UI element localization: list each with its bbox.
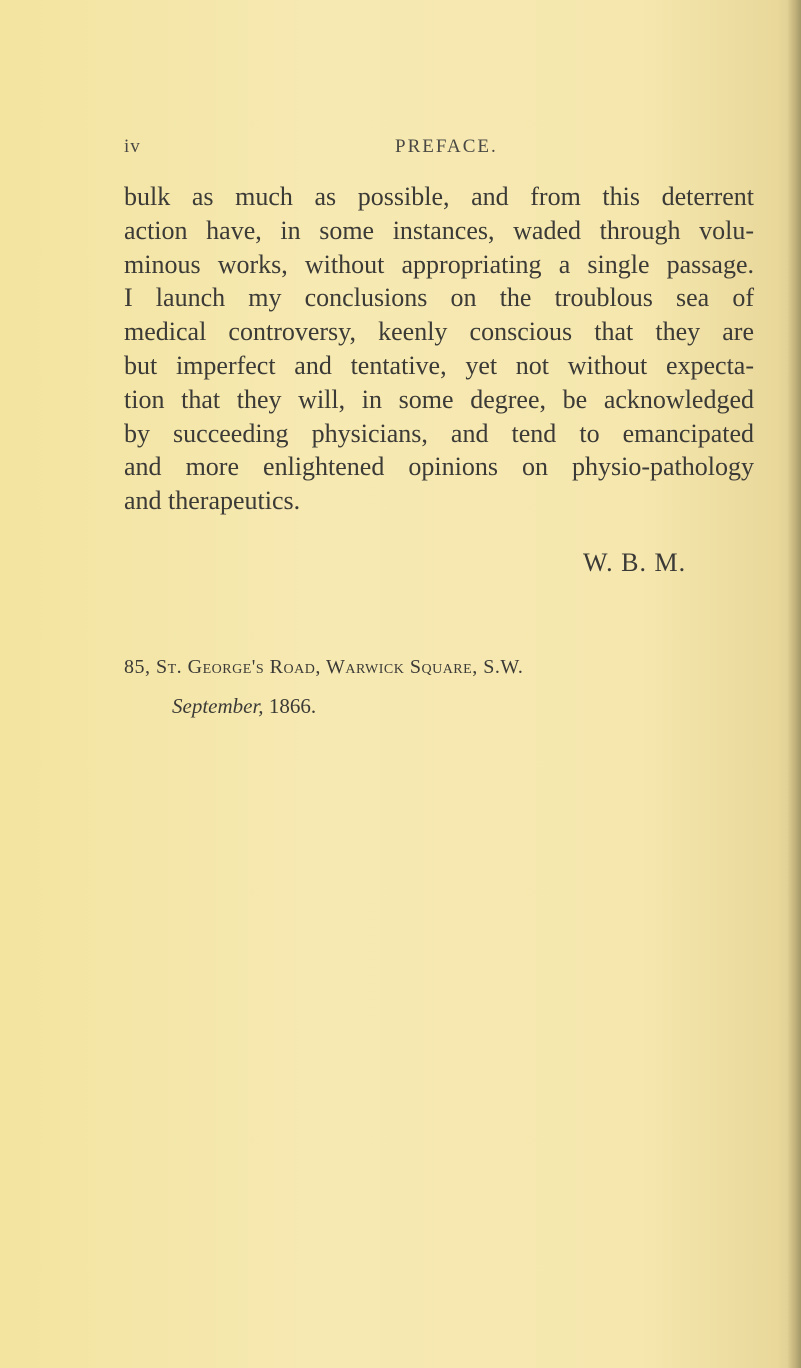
running-head: PREFACE.	[395, 136, 498, 157]
date-year: 1866.	[268, 694, 317, 718]
text-line: action have, in some instances, waded through volu-	[124, 215, 754, 245]
author-initials: W. B. M.	[583, 548, 687, 577]
text-line: I launch my conclusions on the troublous sea of	[124, 283, 754, 313]
text-line: minous works, without appropriating a single passage.	[124, 249, 754, 279]
text-line: but imperfect and tentative, yet not without expecta-	[124, 350, 754, 380]
text-line: medical controversy, keenly conscious that they are	[124, 317, 754, 347]
page-number: iv	[124, 136, 141, 157]
preface-paragraph	[124, 180, 754, 518]
text-line: and more enlightened opinions on physio-pathology	[124, 452, 754, 482]
date-month: September,	[172, 694, 264, 718]
text-line: tion that they will, in some degree, be acknowledged	[124, 384, 754, 414]
text-line: bulk as much as possible, and from this deterrent	[124, 182, 754, 211]
page-edge-shadow	[787, 0, 801, 1368]
author-address: 85, St. George's Road, Warwick Square, S.W.	[124, 656, 524, 678]
page-header	[124, 136, 750, 166]
date-line	[172, 694, 316, 719]
text-line: and therapeutics.	[124, 486, 301, 516]
text-line: by succeeding physicians, and tend to emancipated	[124, 418, 754, 448]
